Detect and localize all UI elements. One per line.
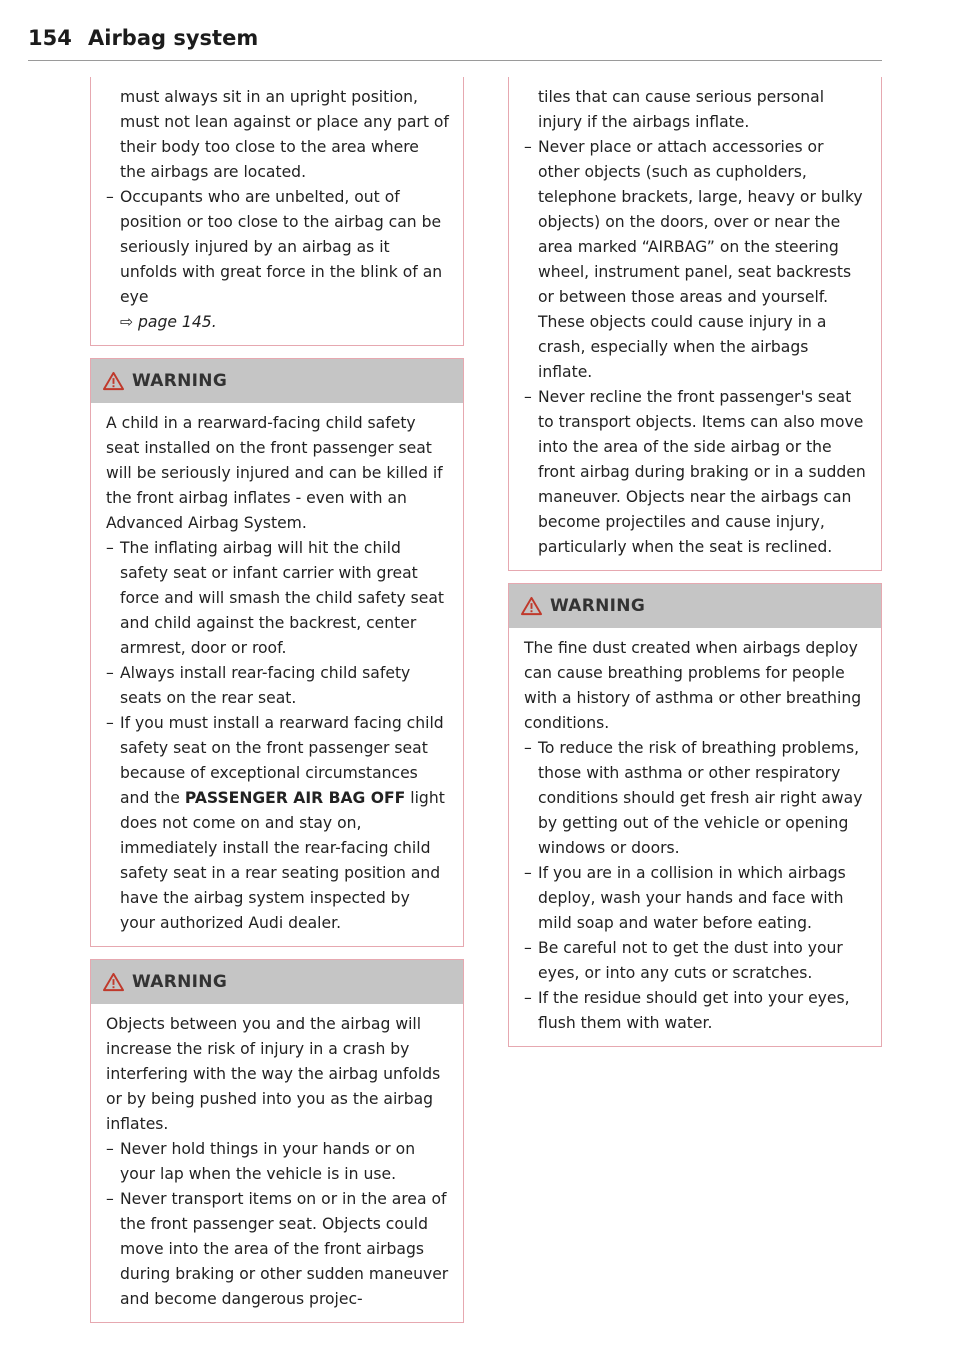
list-item: – To reduce the risk of breathing problems, those with asthma or other respiratory conditions should get fresh air right away by getting out of the vehicle or opening windows or doors. bbox=[524, 736, 867, 861]
warning-header bbox=[509, 584, 881, 628]
warning-text: A child in a rearward-facing child safety seat installed on the front passenger seat will be seriously injured and can be killed if the front airbag inflates - even with an Advanced Airbag System. bbox=[106, 414, 443, 532]
continued-text: tiles that can cause serious personal injury if the airbags inflate. bbox=[538, 88, 825, 131]
warning-header bbox=[91, 359, 463, 403]
warning-header bbox=[91, 960, 463, 1004]
list-item: – If you are in a collision in which airbags deploy, wash your hands and face with mild soap and water before eating. bbox=[524, 861, 867, 936]
list-item: – Be careful not to get the dust into your eyes, or into any cuts or scratches. bbox=[524, 936, 867, 986]
list-item: – Never place or attach accessories or other objects (such as cupholders, telephone brackets, large, heavy or bulky objects) on the doors, over or near the area marked “AIRBAG” on the steering wheel, instrument panel, seat backrests or between those areas and yourself. These objects could cause injury in a crash, especially when the airbags inflate. bbox=[524, 135, 867, 385]
warning-text: Objects between you and the airbag will increase the risk of injury in a crash by interfering with the way the airbag unfolds or by being pushed into you as the airbag inflates. bbox=[106, 1015, 441, 1133]
warning-box-child-seat bbox=[90, 358, 464, 947]
right-column bbox=[508, 77, 882, 1047]
warning-triangle-icon bbox=[103, 371, 124, 391]
warning-triangle-icon bbox=[521, 596, 542, 616]
warning-title: WARNING bbox=[132, 972, 228, 992]
page-header bbox=[28, 24, 882, 61]
page-reference-link[interactable]: ⇨ page 145. bbox=[120, 313, 217, 331]
indicator-light-name: PASSENGER AIR BAG OFF bbox=[184, 789, 406, 807]
list-item: – Never recline the front passenger's seat to transport objects. Items can also move into the area of the side airbag or the front airbag during braking or in a sudden maneuver. Objects near the airbags can become projectiles and cause injury, particularly when the seat is reclined. bbox=[524, 385, 867, 560]
list-item: – Occupants who are unbelted, out of position or too close to the airbag can be seriously injured by an airbag as it unfolds with great force in the blink of an eye ⇨ page 145. bbox=[106, 185, 449, 335]
continued-box-right bbox=[508, 77, 882, 571]
list-item: – The inflating airbag will hit the child safety seat or infant carrier with great force and will smash the child safety seat and child against the backrest, center armrest, door or roof. bbox=[106, 536, 449, 661]
page-number: 154 bbox=[28, 26, 72, 50]
left-column bbox=[90, 77, 464, 1323]
list-item: – Never hold things in your hands or on your lap when the vehicle is in use. bbox=[106, 1137, 449, 1187]
section-title: Airbag system bbox=[88, 26, 259, 50]
list-item: – Always install rear-facing child safety seats on the rear seat. bbox=[106, 661, 449, 711]
warning-triangle-icon bbox=[103, 972, 124, 992]
list-item: – If you must install a rearward facing child safety seat on the front passenger seat because of exceptional circumstances and the PASSENGER AIR BAG OFF light does not come on and stay on, immediately install the rear-facing child safety seat in a rear seating position and have the airbag system inspected by your authorized Audi dealer. bbox=[106, 711, 449, 936]
warning-box-dust bbox=[508, 583, 882, 1047]
continued-box-left bbox=[90, 77, 464, 346]
list-item: – Never transport items on or in the area of the front passenger seat. Objects could move into the area of the front airbags during braking or other sudden maneuver and become dangerous projec- bbox=[106, 1187, 449, 1312]
warning-box-objects bbox=[90, 959, 464, 1323]
list-item: – If the residue should get into your eyes, flush them with water. bbox=[524, 986, 867, 1036]
warning-title: WARNING bbox=[550, 596, 646, 616]
warning-text: The fine dust created when airbags deploy can cause breathing problems for people with a history of asthma or other breathing conditions. bbox=[524, 639, 862, 732]
warning-title: WARNING bbox=[132, 371, 228, 391]
continued-text: must always sit in an upright position, must not lean against or place any part of their body too close to the area where the airbags are located. bbox=[120, 88, 449, 181]
